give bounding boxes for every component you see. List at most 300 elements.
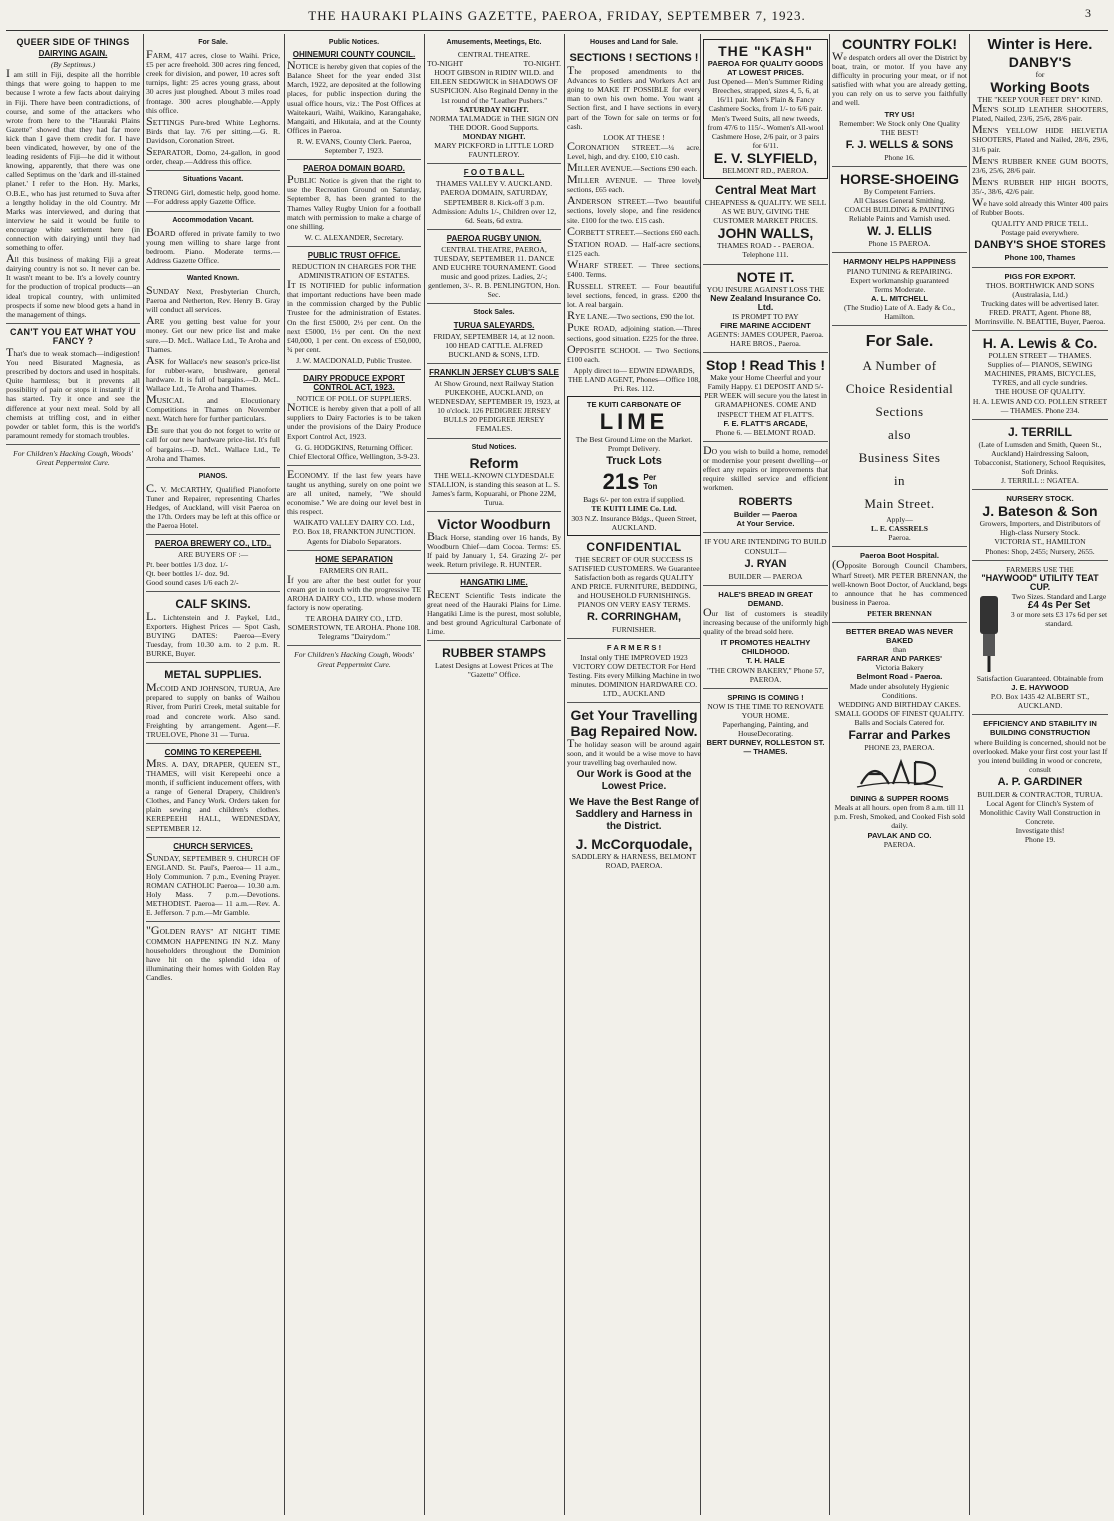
notice-subtitle: NOTICE OF POLL OF SUPPLIERS. — [296, 394, 412, 404]
ad-text: A Number of — [862, 358, 937, 374]
divider — [427, 573, 561, 574]
ad-signature: FRED. PRATT, Agent. Phone 88, Morrinsville. N. BEATTIE, Buyer, Paeroa. — [974, 307, 1106, 326]
ad-title: H. A. Lewis & Co. — [982, 335, 1098, 352]
divider — [146, 591, 280, 592]
ad-title: FARRAR AND PARKES' — [857, 654, 942, 664]
ad-subtitle: IS PROMPT TO PAY — [732, 311, 799, 321]
divider — [427, 640, 561, 641]
ad-text: Black Horse, standing over 16 hands, By Woodburn Chief—dam Cocoa. Terms: £5. If paid by January 1, £4. Grazing 2/- per week. Return privilege. R. HUNTER. — [427, 529, 561, 570]
ad-text: PIANO TUNING & REPAIRING. — [846, 266, 953, 276]
section-heading: Stud Notices. — [471, 443, 517, 451]
divider — [146, 534, 280, 535]
teat-cup-icon — [972, 592, 1006, 674]
divider — [703, 585, 828, 586]
ad-title: PIGS FOR EXPORT. — [1004, 271, 1076, 281]
ad-text: THE WELL-KNOWN CLYDESDALE STALLION, is standing this season at L. S. James's farm, Kopuarahi, or Phone 22M, Turua. — [428, 470, 560, 507]
column-8 — [972, 36, 1108, 1515]
divider — [287, 550, 421, 551]
ad-text: Local Agent for Clinch's System of Monolithic Cavity Wall Construction in Concrete. — [979, 798, 1101, 827]
section-heading: Wanted Known. — [186, 274, 240, 282]
tonight-left: TO-NIGHT — [427, 59, 464, 69]
ad-title: DINING & SUPPER ROOMS — [850, 794, 949, 804]
ad-title: THE "KASH" — [718, 43, 813, 59]
ad-text: L. Lichtenstein and J. Paykel, Ltd., Exporters. Highest Prices — Spot Cash, BUYING DATES: Paeroa—Every Tuesday, from 10.30 a.m. to 2 p.m. R. BURKE, Buyer. — [146, 608, 280, 659]
tonight-right: TO-NIGHT. — [523, 59, 561, 69]
listing-item: RYE LANE.—Two sections, £90 the lot. — [567, 308, 695, 323]
ad-text: BELMONT RD., PAEROA. — [722, 165, 809, 175]
ad-subtitle: FIRE MARINE ACCIDENT — [720, 320, 811, 330]
divider — [287, 246, 421, 247]
masthead: THE HAURAKI PLAINS GAZETTE, PAEROA, FRIDAY, SEPTEMBER 7, 1923. — [308, 8, 806, 23]
ad-text: Two Sizes. Standard and Large — [1011, 591, 1107, 601]
ad-subtitle: MONDAY NIGHT. — [462, 131, 526, 141]
ad-title: CALF SKINS. — [175, 596, 251, 611]
classified-ad: FARM, 417 acres, close to Waihi. Price, £5 per acre freehold. 300 acres ring fenced, creek for division, and power, 10 acres soft turnips, light: 25 acres young grass, about 30 acres just ploughed. About 3 miles road frontage. 300 acres ploughable.—Apply this office. — [146, 47, 280, 115]
footer-ad: For Children's Hacking Cough, Woods' Great Peppermint Cure. — [294, 650, 414, 669]
ad-signature: E. V. SLYFIELD, — [713, 149, 818, 166]
ad-signature: DANBY'S SHOE STORES — [974, 239, 1106, 252]
column-7 — [832, 36, 967, 1515]
ad-text: DO you wish to build a home, remodel or modernise your present dwelling—or effect any repairs or improvements that require skilled service and efficient workmen. — [703, 442, 828, 493]
divider — [427, 303, 561, 304]
ad-signature: W. J. ELLIS — [867, 224, 932, 239]
ad-signature: BERT DURNEY, ROLLESTON ST. — THAMES. — [706, 738, 825, 757]
ad-title: Working Boots — [990, 79, 1090, 96]
listing-item: MILLER AVENUE.—Sections £90 each. — [567, 160, 698, 175]
ad-text: Phones: Shop, 2455; Nursery, 2655. — [985, 546, 1095, 556]
column-6 — [703, 36, 828, 1515]
classified-ad: MUSICAL and Elocutionary Competitions in Thames on November next. Watch here for further particulars. — [146, 392, 280, 424]
page-number: 3 — [1085, 6, 1091, 20]
divider — [832, 546, 967, 547]
ad-title: J. Bateson & Son — [982, 503, 1098, 520]
ad-subtitle: FURNISHER. — [611, 625, 657, 635]
ad-text: Made under absolutely Hygienic Conditions. — [849, 681, 950, 700]
ad-text: SUNDAY, SEPTEMBER 9. CHURCH OF ENGLAND. St. Paul's, Paeroa— 11 a.m., Holy Communion. 7 p.m., Evening Prayer. ROMAN CATHOLIC Paeroa— 10.30 a.m. Holy Mass. 7 p.m.—Devotions. METHODIST. Paeroa— 11 a.m.—Rev. A. E. Jefferson. 7 p.m.—Mr Gamble. — [146, 849, 280, 918]
brewery-row: Good sound cases 1/6 each 2/- — [146, 577, 239, 587]
ad-text: Remember: We Stock only One Quality THE BEST! — [839, 118, 960, 137]
price-unit: Per Ton — [643, 473, 658, 492]
divider — [6, 323, 140, 324]
divider — [972, 419, 1108, 420]
kash-ad — [703, 39, 828, 179]
ad-text: The holiday season will be around again soon, and it would be a wise move to have your travelling bag overhauled now. — [567, 735, 701, 768]
notice-signature: R. W. EVANS, County Clerk. Paeroa, September 7, 1923. — [296, 136, 412, 156]
ad-title: Paeroa Boot Hospital. — [860, 551, 939, 561]
ad-subtitle: POLLEN STREET — THAMES. — [988, 351, 1092, 361]
ad-text: COACH BUILDING & PAINTING — [844, 205, 955, 215]
ad-subtitle: TRY US! — [884, 109, 915, 119]
classified-ad: BE sure that you do not forget to write or call for our new hardware price-list. It's full of bargains.—D. McL. Wallace Ltd., Te Aroha and Thames. — [146, 422, 280, 463]
divider — [146, 743, 280, 744]
classified-ad: ARE you getting best value for your money. Get our new price list and make sure.—D. McL. Wallace Ltd., Te Aroha and Thames. — [146, 313, 280, 354]
price: 21s — [602, 469, 640, 495]
divider — [703, 441, 828, 442]
divider — [972, 714, 1108, 715]
divider — [972, 560, 1108, 561]
ad-title: For Sale. — [865, 333, 934, 351]
ad-subtitle: Builder — Paeroa — [733, 510, 798, 520]
divider — [427, 363, 561, 364]
ad-title: HANGATIKI LIME. — [460, 578, 528, 588]
notice-title: DAIRY PRODUCE EXPORT CONTROL ACT, 1923. — [303, 374, 405, 393]
section-heading: Accommodation Vacant. — [172, 216, 254, 224]
ad-text: Terms Moderate. — [873, 284, 926, 294]
article-title: CAN'T YOU EAT WHAT YOU FANCY ? — [9, 326, 137, 346]
notice-text: ECONOMY. If the last few years have taught us anything, surely on one point we are all united, namely, "We should economise." We are doing our level best in this respect. — [287, 466, 421, 517]
notice-text: IT IS NOTIFIED for public information that important reductions have been made in the commission charged by the Public Trustee for the administration of Estates. On the first £5000, 2½ per cent. On the next £5000, 1½ per cent. On the next £40,000, 1 per cent. On excess of £50,000, ¾ per cent. — [287, 277, 421, 354]
ad-title: SECTIONS ! SECTIONS ! — [569, 52, 699, 65]
ad-text: PHONE 23, PAEROA. — [864, 743, 935, 753]
ad-title: EFFICIENCY AND STABILITY IN BUILDING CONSTRUCTION — [983, 719, 1097, 738]
ad-title: J. RYAN — [744, 557, 787, 570]
ad-title: CENTRAL THEATRE. — [457, 50, 531, 60]
ad-title: Victor Woodburn — [437, 516, 551, 533]
byline: (By Septimus.) — [50, 60, 96, 70]
ad-title: TE KUITI CARBONATE OF — [586, 400, 682, 410]
divider — [832, 325, 967, 326]
ad-text: THE HOUSE OF QUALITY. — [994, 387, 1086, 397]
ad-title: J. McCorquodale, — [575, 836, 693, 853]
notice-signature: W. C. ALEXANDER, Secretary. — [304, 232, 404, 242]
divider — [703, 532, 828, 533]
ad-title: Reform — [469, 454, 519, 471]
ad-text: Our list of customers is steadily increasing because of the uniformly high quality of the bread sold here. — [703, 604, 828, 637]
ad-text: (Late of Lumsden and Smith, Queen St., Auckland) Hairdressing Saloon, Tobacconist, Stationery, School Requisites, Soft Drinks. — [974, 439, 1106, 476]
listing-item: CORBETT STREET.—Sections £60 each. — [567, 223, 700, 238]
ad-text: MRS. A. DAY, DRAPER, QUEEN ST., THAMES, will visit Kerepeehi once a month, if sufficient inducement offers, with a range of General Drapery, Children's Clothes, and Fancy Work. Orders taken for plain sewing and children's clothes. KEREPEEHI HALL, WEDNESDAY, SEPTEMBER 12. — [146, 755, 280, 833]
classified-ad: SETTINGS Pure-bred White Leghorns. Birds that lay. 7/6 per sitting.—G. R. Davidson, Coronation Street. — [146, 113, 280, 145]
ad-text: Postage paid everywhere. — [1001, 228, 1079, 238]
ad-text: McCOID AND JOHNSON, TURUA, Are prepared to supply on banks of Waihou River, from Puriri Creek, metal suitable for road and concrete work. Also sand. Freighting by arrangement. Agent—F. TRUELOVE, Phone 31 — Turua. — [146, 680, 280, 739]
monogram-emblem-icon — [855, 756, 945, 790]
ad-text: where Building is concerned, should not be overlooked. Make your first cost your last If you intend building in wood or concrete, consult — [972, 737, 1108, 774]
ad-title: J. TERRILL — [1007, 424, 1072, 439]
column-divider — [564, 34, 565, 1515]
notice-text: NOTICE is hereby given that copies of the Balance Sheet for the year ended 31st March, 1922, are deposited at the following places, for public inspection during the usual office hours, viz.: The Post Offices at Waitekauri, Waihi, Waikino, Karangahake, Mangaiti, and Hikutaia, and at the County Offices in Paeroa. — [287, 58, 421, 135]
section-heading: Stock Sales. — [473, 309, 515, 317]
ad-text: Growers, Importers, and Distributors of High-class Nursery Stock. — [979, 519, 1101, 538]
ad-subtitle: We Have the Best Range of Saddlery and Harness in the District. — [569, 797, 699, 833]
masthead-rule — [6, 30, 1108, 31]
ad-signature: PETER BRENNAN — [867, 608, 932, 618]
ad-text: THE SECRET OF OUR SUCCESS IS SATISFIED CUSTOMERS. We Guarantee Satisfaction both as regards QUALITY AND PRICE. FURNITURE, BEDDING, and HOUSEHOLD FURNISHINGS. PIANOS ON VERY EASY TERMS. — [568, 554, 700, 610]
classified-ad: SEPARATOR, Domo, 24-gallon, in good order, cheap.—Address this office. — [146, 144, 280, 167]
ad-signature: J. E. HAYWOOD — [1011, 683, 1069, 693]
column-divider — [424, 34, 425, 1515]
ad-text: Instal only THE IMPROVED 1923 VICTORY COW DETECTOR For Herd Testing. Fits every Milking Machine in two minutes. DOMINION HARDWARE CO. LTD., AUCKLAND — [567, 652, 701, 698]
ad-text: Meals at all hours. open from 8 a.m. till 11 p.m. Fresh, Smoked, and Cooked Fish sold daily. — [834, 803, 965, 831]
ad-text: than — [892, 645, 907, 655]
divider — [567, 702, 701, 703]
price-row — [571, 469, 697, 495]
ad-text: CHEAPNESS & QUALITY. WE SELL AS WE BUY, GIVING THE CUSTOMER MARKET PRICES. — [704, 198, 827, 226]
ad-subtitle: SATURDAY NIGHT. — [459, 104, 529, 114]
ad-text: WEDDING AND BIRTHDAY CAKES. — [838, 699, 961, 709]
ad-signature: T. H. HALE — [746, 656, 785, 666]
ad-text: Victoria Bakery — [875, 663, 924, 673]
divider — [427, 438, 561, 439]
ad-title: R. CORRINGHAM, — [586, 611, 682, 624]
column-1 — [6, 36, 140, 1515]
section-heading: Amusements, Meetings, Etc. — [446, 39, 542, 46]
column-2 — [146, 36, 280, 1515]
teat-cup-info — [1010, 592, 1108, 628]
ad-title: COMING TO KEREPEEHI. — [164, 747, 262, 757]
ad-subtitle: Our Work is Good at the Lowest Price. — [576, 769, 692, 793]
ad-title: Winter is Here. — [987, 36, 1093, 53]
ad-text: Apply— — [886, 515, 913, 525]
ad-text: Reliable Paints and Varnish used. — [848, 214, 951, 224]
product-item: MEN'S SOLID LEATHER SHOOTERS, Plated, Nailed, 23/6, 25/6, 28/6 pair. — [972, 101, 1108, 124]
divider — [703, 352, 828, 353]
ad-text: Just Opened— Men's Summer Riding Breeches, strapped, sizes 4, 5, 6, at 16/11 pair. Men's Plain & Fancy Cashmere Socks, from 1/- to 6/6 pair. Men's Tweed Suits, all new tweeds, from 47/6 to 115/-. Women's All-wool Cashmere Hose, 2/6 pair, or 3 pairs for 6/11. — [707, 77, 824, 150]
ad-text: Expert workmanship guaranteed — [850, 275, 949, 285]
divider — [427, 511, 561, 512]
monogram-logo — [832, 756, 967, 790]
column-3 — [287, 36, 421, 1515]
ad-title: FRANKLIN JERSEY CLUB'S SALE — [429, 367, 559, 377]
listing-item: OPPOSITE SCHOOL — Two Sections, £100 each. — [567, 341, 701, 364]
divider — [287, 159, 421, 160]
ad-text: SMALL GOODS OF FINEST QUALITY. — [834, 708, 965, 718]
ad-title: Stop ! Read This ! — [706, 357, 825, 374]
notice-title: HOME SEPARATION — [315, 554, 393, 564]
column-divider — [829, 34, 830, 1515]
divider — [146, 467, 280, 468]
ad-signature: Farrar and Parkes — [848, 728, 951, 743]
ad-text: for — [1035, 70, 1045, 79]
product-item: MEN'S RUBBER KNEE GUM BOOTS, 23/6, 25/6, 28/6 pair. — [972, 152, 1108, 175]
ad-title: HARMONY HELPS HAPPINESS — [843, 257, 956, 267]
ad-text: Investigate this! — [1015, 826, 1065, 836]
ad-text: We have sold already this Winter 400 pairs of Rubber Boots. — [972, 195, 1108, 218]
ad-title: COUNTRY FOLK! — [841, 36, 958, 52]
divider — [832, 252, 967, 253]
ad-signature: Apply direct to— EDWIN EDWARDS, THE LAND AGENT, Phones—Office 108, Pri. Res. 112. — [567, 365, 701, 393]
ad-title: RUBBER STAMPS — [442, 645, 546, 660]
ad-title: CHURCH SERVICES. — [173, 841, 253, 851]
ad-subtitle: BUILDER — PAEROA — [728, 571, 803, 581]
classified-ad: ASK for Wallace's new season's price-list for rubber-ware, brushware, general hardware. It is full of bargains.—D. McL. Wallace Ltd., Te Aroha and Thames. — [146, 352, 280, 393]
divider — [6, 444, 140, 445]
column-divider — [284, 34, 285, 1515]
notice-signature: WAIKATO VALLEY DAIRY CO. Ltd., P.O. Box 18, FRANKTON JUNCTION. Agents for Diabolo Separators. — [292, 518, 416, 546]
divider — [703, 688, 828, 689]
ad-title: BETTER BREAD WAS NEVER BAKED — [845, 627, 954, 646]
ad-text: FRIDAY, SEPTEMBER 14, at 12 noon. 100 HEAD CATTLE. ALFRED BUCKLAND & SONS, LTD. — [433, 331, 555, 359]
notice-text: NOTICE is hereby given that a poll of all suppliers to Dairy Factories is to be taken under the provisions of the Dairy Produce Export Control Act, 1923. — [287, 400, 421, 441]
ad-text: CENTRAL THEATRE, PAEROA, TUESDAY, SEPTEMBER 11. DANCE AND EUCHRE TOURNAMENT. Good music and good prizes. Ladies, 2/-; gentlemen, 3/-. R. B. PENLINGTON, Hon. Sec. — [427, 244, 561, 300]
teat-cup-row — [972, 592, 1108, 674]
ad-subtitle: LOOK AT THESE ! — [603, 132, 665, 142]
ad-text: At Show Ground, next Railway Station PUKEKOHE, AUCKLAND, on WEDNESDAY, SEPTEMBER 19, 1923, at 10 o'clock. 126 PEDIGREE JERSEY BULLS 20 PEDIGREE JERSEY FEMALES. — [428, 379, 560, 434]
ad-signature: F. J. WELLS & SONS — [845, 138, 954, 151]
section-heading: For Sale. — [198, 39, 228, 46]
ad-text: Phone 100, Thames — [1004, 253, 1076, 263]
listing-item: STATION ROAD. — Half-acre sections, £125 each. — [567, 235, 701, 258]
listing-item: ANDERSON STREET.—Two beautiful sections, lovely slope, and fine residence site. £100 for the two. £15 cash. — [567, 193, 701, 225]
ad-signature: A. L. MITCHELL — [871, 293, 928, 303]
ad-text: "GOLDEN RAYS" AT NIGHT TIME COMMON HAPPENING IN N.Z. Many householders throughout the Dominion have hit on the splendid idea of illuminating their homes with Golden Ray Candles. — [146, 923, 280, 982]
ad-title: Central Meat Mart — [715, 183, 816, 198]
divider — [972, 267, 1108, 268]
ad-title: TURUA SALEYARDS. — [453, 320, 535, 330]
divider — [146, 921, 280, 922]
ad-signature: F. E. FLATT'S ARCADE, — [723, 418, 808, 428]
ad-text: The Best Ground Lime on the Market. Prompt Delivery. — [575, 435, 693, 454]
ad-signature: H. A. LEWIS AND CO. POLLEN STREET — THAMES. Phone 234. — [972, 396, 1108, 415]
ad-text: Business Sites — [858, 450, 941, 466]
listing-item: RUSSELL STREET. — Four beautiful level sections, fenced, in grass. £200 the lot. A real bargain. — [567, 278, 701, 310]
ad-title: HORSE-SHOEING — [839, 170, 959, 187]
ad-title: ROBERTS — [738, 496, 793, 509]
ad-subtitle: By Competent Farriers. — [863, 186, 936, 196]
divider — [972, 330, 1108, 331]
notice-text: PUBLIC Notice is given that the right to use the Recreation Ground on Saturday, September 8, has been granted to the Thames Valley Rugby Union for a football match with permission to make a charge of one shilling. — [287, 172, 421, 231]
divider — [427, 163, 561, 164]
product-item: MEN'S RUBBER HIP HIGH BOOTS, 35/-, 38/6, 42/6 pair. — [972, 173, 1108, 196]
product-item: MEN'S YELLOW HIDE HELVETIA SHOOTERS, Plated and Nailed, 28/6, 29/6, 31/6 pair. — [972, 122, 1108, 154]
ad-text: (The Studio) Late of A. Eady & Co., Hamilton. — [844, 302, 955, 321]
divider — [146, 269, 280, 270]
ad-text: QUALITY AND PRICE TELL. — [991, 219, 1089, 229]
notice-signature: TE AROHA DAIRY CO., LTD. SOMERSTOWN, TE AROHA. Phone 108. Telegrams "Dairydom." — [287, 614, 421, 642]
ad-text: All Classes General Smithing. — [853, 196, 946, 206]
ad-signature: TE KUITI LIME Co. Ltd. — [591, 504, 677, 514]
ad-signature: J. TERRILL :: NGATEA. — [1001, 476, 1079, 486]
ad-text: Trucking dates will be advertised later. — [981, 298, 1099, 308]
ad-text: also — [888, 427, 911, 443]
ad-text: "THE CROWN BAKERY," Phone 57, PAEROA. — [706, 665, 825, 684]
column-divider — [143, 34, 144, 1515]
notice-title: OHINEMURI COUNTY COUNCIL. — [292, 50, 416, 60]
ad-text: FARMERS USE THE — [1006, 564, 1074, 574]
ad-text: THAMES VALLEY V. AUCKLAND. PAEROA DOMAIN, SATURDAY, SEPTEMBER 8. Kick-off 3 p.m. Admission: Adults 1/-, Children over 12, 6d. Seats, 6d extra. — [431, 179, 557, 225]
ad-subtitle: ARE BUYERS OF :— — [177, 550, 249, 560]
ad-title: NURSERY STOCK. — [1006, 494, 1074, 504]
ad-title: CONFIDENTIAL — [586, 539, 682, 554]
section-heading: PIANOS. — [198, 472, 228, 480]
brewery-row: Pt. beer bottles 1/3 doz. 1/- — [146, 559, 229, 569]
ad-text: Paperhanging, Painting, and HouseDecorating. — [722, 719, 809, 739]
article-subtitle: DAIRYING AGAIN. — [38, 49, 108, 59]
divider — [287, 369, 421, 370]
ad-subtitle: PAEROA FOR QUALITY GOODS AT LOWEST PRICES. — [707, 59, 824, 78]
lime-ad — [567, 396, 701, 536]
ad-title: LIME — [599, 409, 669, 435]
notice-title: PUBLIC TRUST OFFICE. — [307, 250, 401, 260]
classified-ad: BOARD offered in private family to two young men willing to share large front bedroom. Piano. Moderate terms.—Address Gazette Office. — [146, 224, 280, 265]
classified-ad: STRONG Girl, domestic help, good home.—For address apply Gazette Office. — [146, 184, 280, 207]
ad-text: BUILDER & CONTRACTOR, TURUA. — [977, 789, 1103, 799]
ad-text: IF YOU ARE INTENDING TO BUILD CONSULT— — [704, 537, 827, 556]
notice-signature: J. W. MACDONALD, Public Trustee. — [296, 355, 412, 365]
ad-text: MARY PICKFORD in LITTLE LORD FAUNTLEROY. — [434, 141, 554, 160]
classified-ad: C. V. McCARTHY, Qualified Pianoforte Tuner and Repairer, representing Charles Hedges, of Auckland, will visit Paeroa on the 17th. Orders may be left at this office or the Paeroa Hotel. — [146, 480, 280, 531]
ad-text: Main Street. — [864, 496, 935, 512]
divider — [427, 229, 561, 230]
ad-subtitle: YOU INSURE AGAINST LOSS THE — [706, 284, 825, 294]
ad-text: NORMA TALMADGE in THE SIGN ON THE DOOR. Good Supports. — [429, 113, 559, 132]
listing-item: CORONATION STREET.—¼ acre. Level, high, and dry. £100, £10 cash. — [567, 138, 701, 161]
ad-text: in — [893, 473, 906, 489]
ad-signature: JOHN WALLS, — [717, 225, 814, 242]
notice-signature: G. G. HODGKINS, Returning Officer. Chief Electoral Office, Wellington, 3-9-23. — [288, 442, 420, 461]
ad-text: We despatch orders all over the District by boat, train, or motor. If you have any difficulty in procuring your meat, or if not satisfied with what you are already getting, you can rely on us to serve you faithfully and well. — [832, 49, 967, 108]
ad-text: Balls and Socials Catered for. — [854, 717, 945, 727]
divider — [703, 264, 828, 265]
ad-text: Phone 6. — BELMONT ROAD. — [715, 427, 816, 437]
ad-text: PAEROA. — [883, 839, 916, 849]
ad-text: Sections — [875, 404, 924, 420]
ad-text: HOOT GIBSON in RIDIN' WILD. and EILEEN SEDGWICK in SHADOWS OF SUSPICION. Also Reginald Denny in the 1st round of the "Leather Pushers." — [430, 68, 558, 105]
ad-text: Choice Residential — [845, 381, 954, 397]
ad-signature: A. P. GARDINER — [997, 775, 1083, 788]
ad-text: Paeroa. — [888, 533, 911, 543]
ad-text: THAMES ROAD - - PAEROA. Telephone 111. — [717, 241, 814, 260]
ad-text: VICTORIA ST., HAMILTON — [994, 537, 1086, 547]
article-title: QUEER SIDE OF THINGS — [16, 37, 130, 47]
notice-subtitle: FARMERS ON RAIL. — [319, 565, 389, 575]
listing-item: PUKE ROAD, adjoining station.—Three sections, good situation. £225 for the three. — [567, 320, 701, 343]
divider — [146, 211, 280, 212]
divider — [832, 166, 967, 167]
ad-text: Latest Designs at Lowest Prices at The "Gazette" Office. — [435, 660, 553, 680]
divider — [146, 837, 280, 838]
divider — [567, 638, 701, 639]
ad-text: (Opposite Borough Council Chambers, Wharf Street). MR PETER BRENNAN, the well-known Boot Doctor, of Auckland, begs to announce that he has commenced business in Paeroa. — [832, 557, 967, 607]
notice-subtitle: REDUCTION IN CHARGES FOR THE ADMINISTRATION OF ESTATES. — [291, 261, 417, 281]
ad-text: Supplies of— PIANOS, SEWING MACHINES, PRAMS, BICYCLES, TYRES, and all cycle sundries. — [984, 360, 1096, 388]
listing-item: WHARF STREET. — Three sections, £400. Terms. — [567, 256, 701, 279]
ad-text: P.O. Box 1435 42 ALBERT ST., AUCKLAND. — [990, 692, 1090, 711]
price: £4 4s Per Set — [1027, 600, 1091, 612]
divider — [287, 465, 421, 466]
brewery-row: Qt. beer bottles 1/- doz. 9d. — [146, 568, 230, 578]
divider — [972, 489, 1108, 490]
ad-text: 303 N.Z. Insurance Bldgs., Queen Street, AUCKLAND. — [571, 513, 697, 532]
article-paragraph: I am still in Fiji, despite all the horrible things that were going to happen to me because I wrote a few facts about dairying in Fiji. There have been contradictions, of course, and some of the attackers who wrote from here to the "Hauraki Plains Gazette" showed that they had far more kick than I gave them credit for. I have been vindicated, however, by one of the leading residents of Fiji—he did it without knowing, apparently, that there was one called Septimus on the 'dark and ill-stained planet.' I refer to the Hon. Hy. Marks, O.B.E., who has just returned to Suva after a lengthy holiday in the old Country. Mr Marks was interviewed, and during that interview he said it would be futile to encourage white settlement here (in connection with dairying) until they had something to offer. — [6, 66, 140, 253]
section-heading: Public Notices. — [328, 39, 380, 46]
ad-title: F O O T B A L L. — [463, 168, 525, 178]
listing-item: MILLER AVENUE. — Three lovely sections, £65 each. — [567, 172, 701, 195]
ad-subtitle: NOW IS THE TIME TO RENOVATE YOUR HOME. — [707, 701, 824, 720]
footer-ad: For Children's Hacking Cough, Woods' Great Peppermint Cure. — [13, 448, 133, 468]
classified-ad: SUNDAY Next, Presbyterian Church, Paeroa and Netherton, Rev. Henry B. Gray will conduct all services. — [146, 283, 280, 315]
divider — [146, 170, 280, 171]
ad-text: The proposed amendments to the Advances to Settlers and Workers Act are going to MAKE IT POSSIBLE for every man to own his own home. You want a Section first, and I have sections in every part of the Town for sale on terms or for cash. — [567, 63, 701, 131]
ad-subtitle: THE "KEEP YOUR FEET DRY" KIND. — [977, 95, 1103, 105]
ad-text: SADDLERY & HARNESS, BELMONT ROAD, PAEROA. — [571, 852, 697, 871]
ad-text: AGENTS: JAMES COUPER, Paeroa. HARE BROS., Paeroa. — [707, 329, 824, 349]
ad-title: NOTE IT. — [736, 268, 795, 285]
ad-title: PAEROA BREWERY CO., LTD., — [154, 539, 272, 549]
tonight-row — [427, 59, 561, 68]
ad-signature: PAVLAK AND CO. — [867, 830, 932, 840]
ad-text: RECENT Scientific Tests indicate the great need of the Hauraki Plains for Lime. Hangatiki Lime is the purest, most soluble, and best ground Agricultural Carbonate of Lime. — [427, 586, 561, 636]
ad-title: Get Your Travelling Bag Repaired Now. — [570, 706, 698, 739]
ad-text: Make your Home Cheerful and your Family Happy. £1 DEPOSIT AND 5/- PER WEEK will secure you the latest in GRAMAPHONES. COME AND INSPECT THEM AT FLATT'S. — [704, 373, 827, 419]
ad-subtitle: Belmont Road - Paeroa. — [856, 672, 943, 682]
ad-title: New Zealand Insurance Co. Ltd. — [710, 292, 821, 312]
ad-title: PAEROA RUGBY UNION. — [446, 233, 542, 243]
notice-text: If you are after the best outlet for your cream get in touch with the progressive TE AROHA DAIRY CO., LTD. whose modern factory is now operating. — [287, 571, 421, 613]
ad-title: DANBY'S — [1008, 54, 1072, 70]
divider — [287, 645, 421, 646]
article-paragraph: All this business of making Fiji a great dairying country is not so. It never can be. It wasn't meant to be. It's a lovely country for the production of tropical products—an ideal tropical country, with unlimited prospects if some new blood gets a hand in the management of things. — [6, 251, 140, 319]
ad-text: Bags 6/- per ton extra if supplied. — [583, 495, 685, 505]
